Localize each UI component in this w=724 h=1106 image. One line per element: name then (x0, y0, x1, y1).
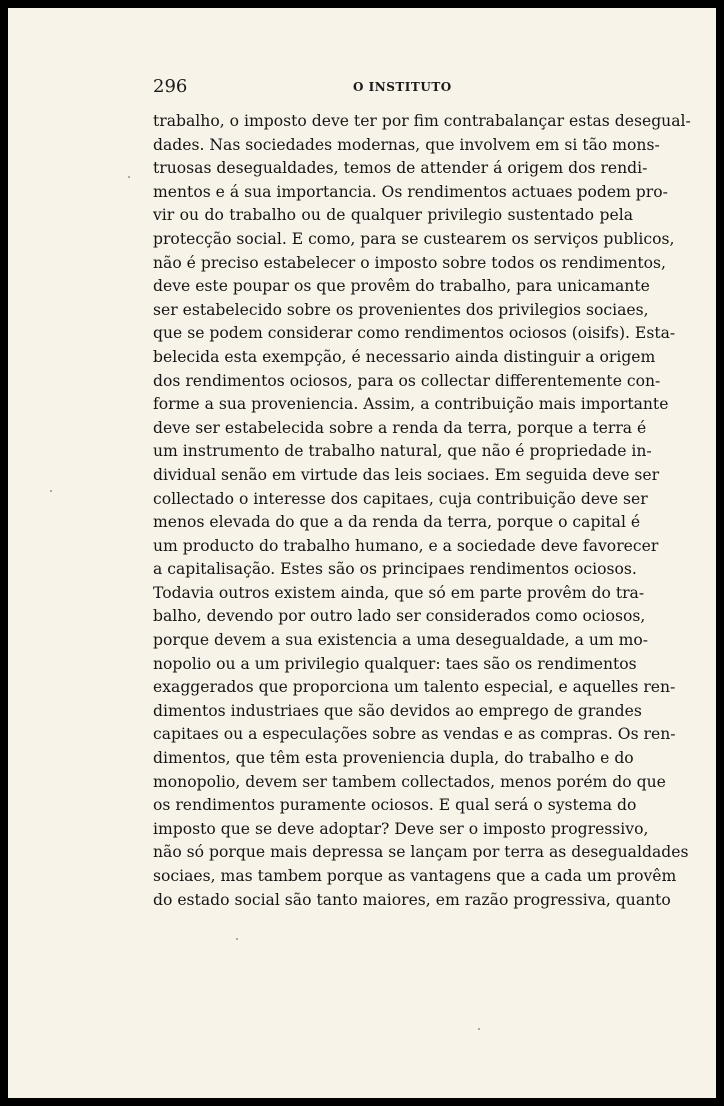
text-line: vir ou do trabalho ou de qualquer privilegio sustentado pela (153, 206, 633, 225)
paper-speck (478, 1028, 480, 1030)
text-line: trabalho, o imposto deve ter por fim contrabalançar estas desegual- (153, 112, 691, 130)
text-line: não é preciso estabelecer o imposto sobre todos os rendimentos, (153, 253, 667, 272)
text-line: nopolio ou a um privilegio qualquer: taes são os rendimentos (153, 654, 637, 673)
text-line: deve este poupar os que provêm do trabalho, para unicamante (153, 277, 650, 296)
text-line: menos elevada do que a da renda da terra, porque o capital é (153, 513, 641, 532)
text-line: dimentos industriaes que são devidos ao emprego de grandes (153, 701, 642, 720)
running-title: O INSTITUTO (353, 80, 452, 94)
text-line: que se podem considerar como rendimentos ociosos (oisifs). Esta- (153, 324, 676, 343)
page-header (153, 76, 633, 96)
text-line: sociaes, mas tambem porque as vantagens que a cada um provêm (153, 867, 677, 885)
text-line: dades. Nas sociedades modernas, que involvem em si tão mons- (153, 135, 660, 154)
text-line: mentos e á sua importancia. Os rendimentos actuaes podem pro- (153, 182, 668, 201)
text-line: dos rendimentos ociosos, para os collectar differentemente con- (153, 371, 661, 390)
text-line: collectado o interesse dos capitaes, cuja contribuição deve ser (153, 489, 648, 508)
text-line: ser estabelecido sobre os provenientes dos privilegios sociaes, (153, 300, 649, 319)
paper-speck (236, 938, 238, 940)
text-line: capitaes ou a especulações sobre as vendas e as compras. Os ren- (153, 725, 676, 744)
text-line: do estado social são tanto maiores, em razão progressiva, quanto (153, 890, 671, 909)
book-page (8, 8, 716, 1098)
text-line: porque devem a sua existencia a uma desegualdade, a um mo- (153, 631, 649, 650)
text-line: forme a sua proveniencia. Assim, a contribuição mais importante (153, 395, 669, 414)
text-line: belecida esta exempção, é necessario ainda distinguir a origem (153, 347, 656, 366)
page-number: 296 (153, 76, 188, 97)
text-line: deve ser estabelecida sobre a renda da terra, porque a terra é (153, 418, 647, 437)
text-line: truosas desegualdades, temos de attender á origem dos rendi- (153, 159, 648, 178)
paper-speck (50, 490, 52, 492)
paper-speck (128, 176, 130, 178)
text-line: um producto do trabalho humano, e a sociedade deve favorecer (153, 536, 659, 555)
text-line: não só porque mais depressa se lançam por terra as desegualdades (153, 843, 689, 862)
text-line: protecção social. E como, para se custearem os serviços publicos, (153, 229, 675, 248)
text-line: os rendimentos puramente ociosos. E qual será o systema do (153, 796, 637, 815)
text-line: exaggerados que proporciona um talento especial, e aquelles ren- (153, 678, 676, 697)
text-line: balho, devendo por outro lado ser considerados como ociosos, (153, 607, 646, 626)
body-text (153, 110, 691, 912)
text-line: imposto que se deve adoptar? Deve ser o imposto progressivo, (153, 819, 649, 838)
text-line: a capitalisação. Estes são os principaes rendimentos ociosos. (153, 560, 637, 579)
text-line: Todavia outros existem ainda, que só em parte provêm do tra- (153, 583, 645, 602)
text-line: dimentos, que têm esta proveniencia dupla, do trabalho e do (153, 749, 634, 768)
text-line: dividual senão em virtude das leis sociaes. Em seguida deve ser (153, 465, 660, 484)
text-line: um instrumento de trabalho natural, que não é propriedade in- (153, 442, 652, 461)
text-line: monopolio, devem ser tambem collectados, menos porém do que (153, 772, 666, 791)
